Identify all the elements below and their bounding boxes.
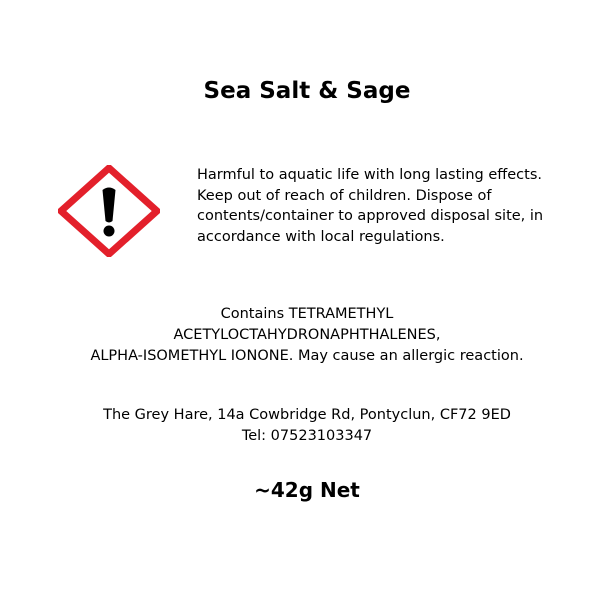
hazard-statement-line: contents/container to approved disposal site, in — [197, 208, 544, 224]
hazard-statement — [197, 165, 557, 247]
allergen-line: ACETYLOCTAHYDRONAPHTHALENES, — [173, 327, 441, 343]
hazard-statement-line: Keep out of reach of children. Dispose of — [197, 187, 492, 204]
supplier-details — [0, 405, 614, 447]
allergen-statement — [0, 304, 614, 367]
supplier-address: The Grey Hare, 14a Cowbridge Rd, Pontyclun, CF72 9ED — [103, 407, 511, 423]
supplier-phone: Tel: 07523103347 — [241, 428, 373, 444]
hazard-statement-line: Harmful to aquatic life with long lasting effects. — [197, 167, 542, 183]
allergen-line: ALPHA-ISOMETHYL IONONE. May cause an allergic reaction. — [90, 348, 524, 364]
net-weight: ~42g Net — [254, 478, 360, 502]
allergen-line: Contains TETRAMETHYL — [220, 306, 394, 322]
hazard-statement-line: accordance with local regulations. — [197, 228, 445, 245]
product-title: Sea Salt & Sage — [203, 78, 411, 104]
exclamation-mark-hazard-icon — [58, 165, 160, 257]
